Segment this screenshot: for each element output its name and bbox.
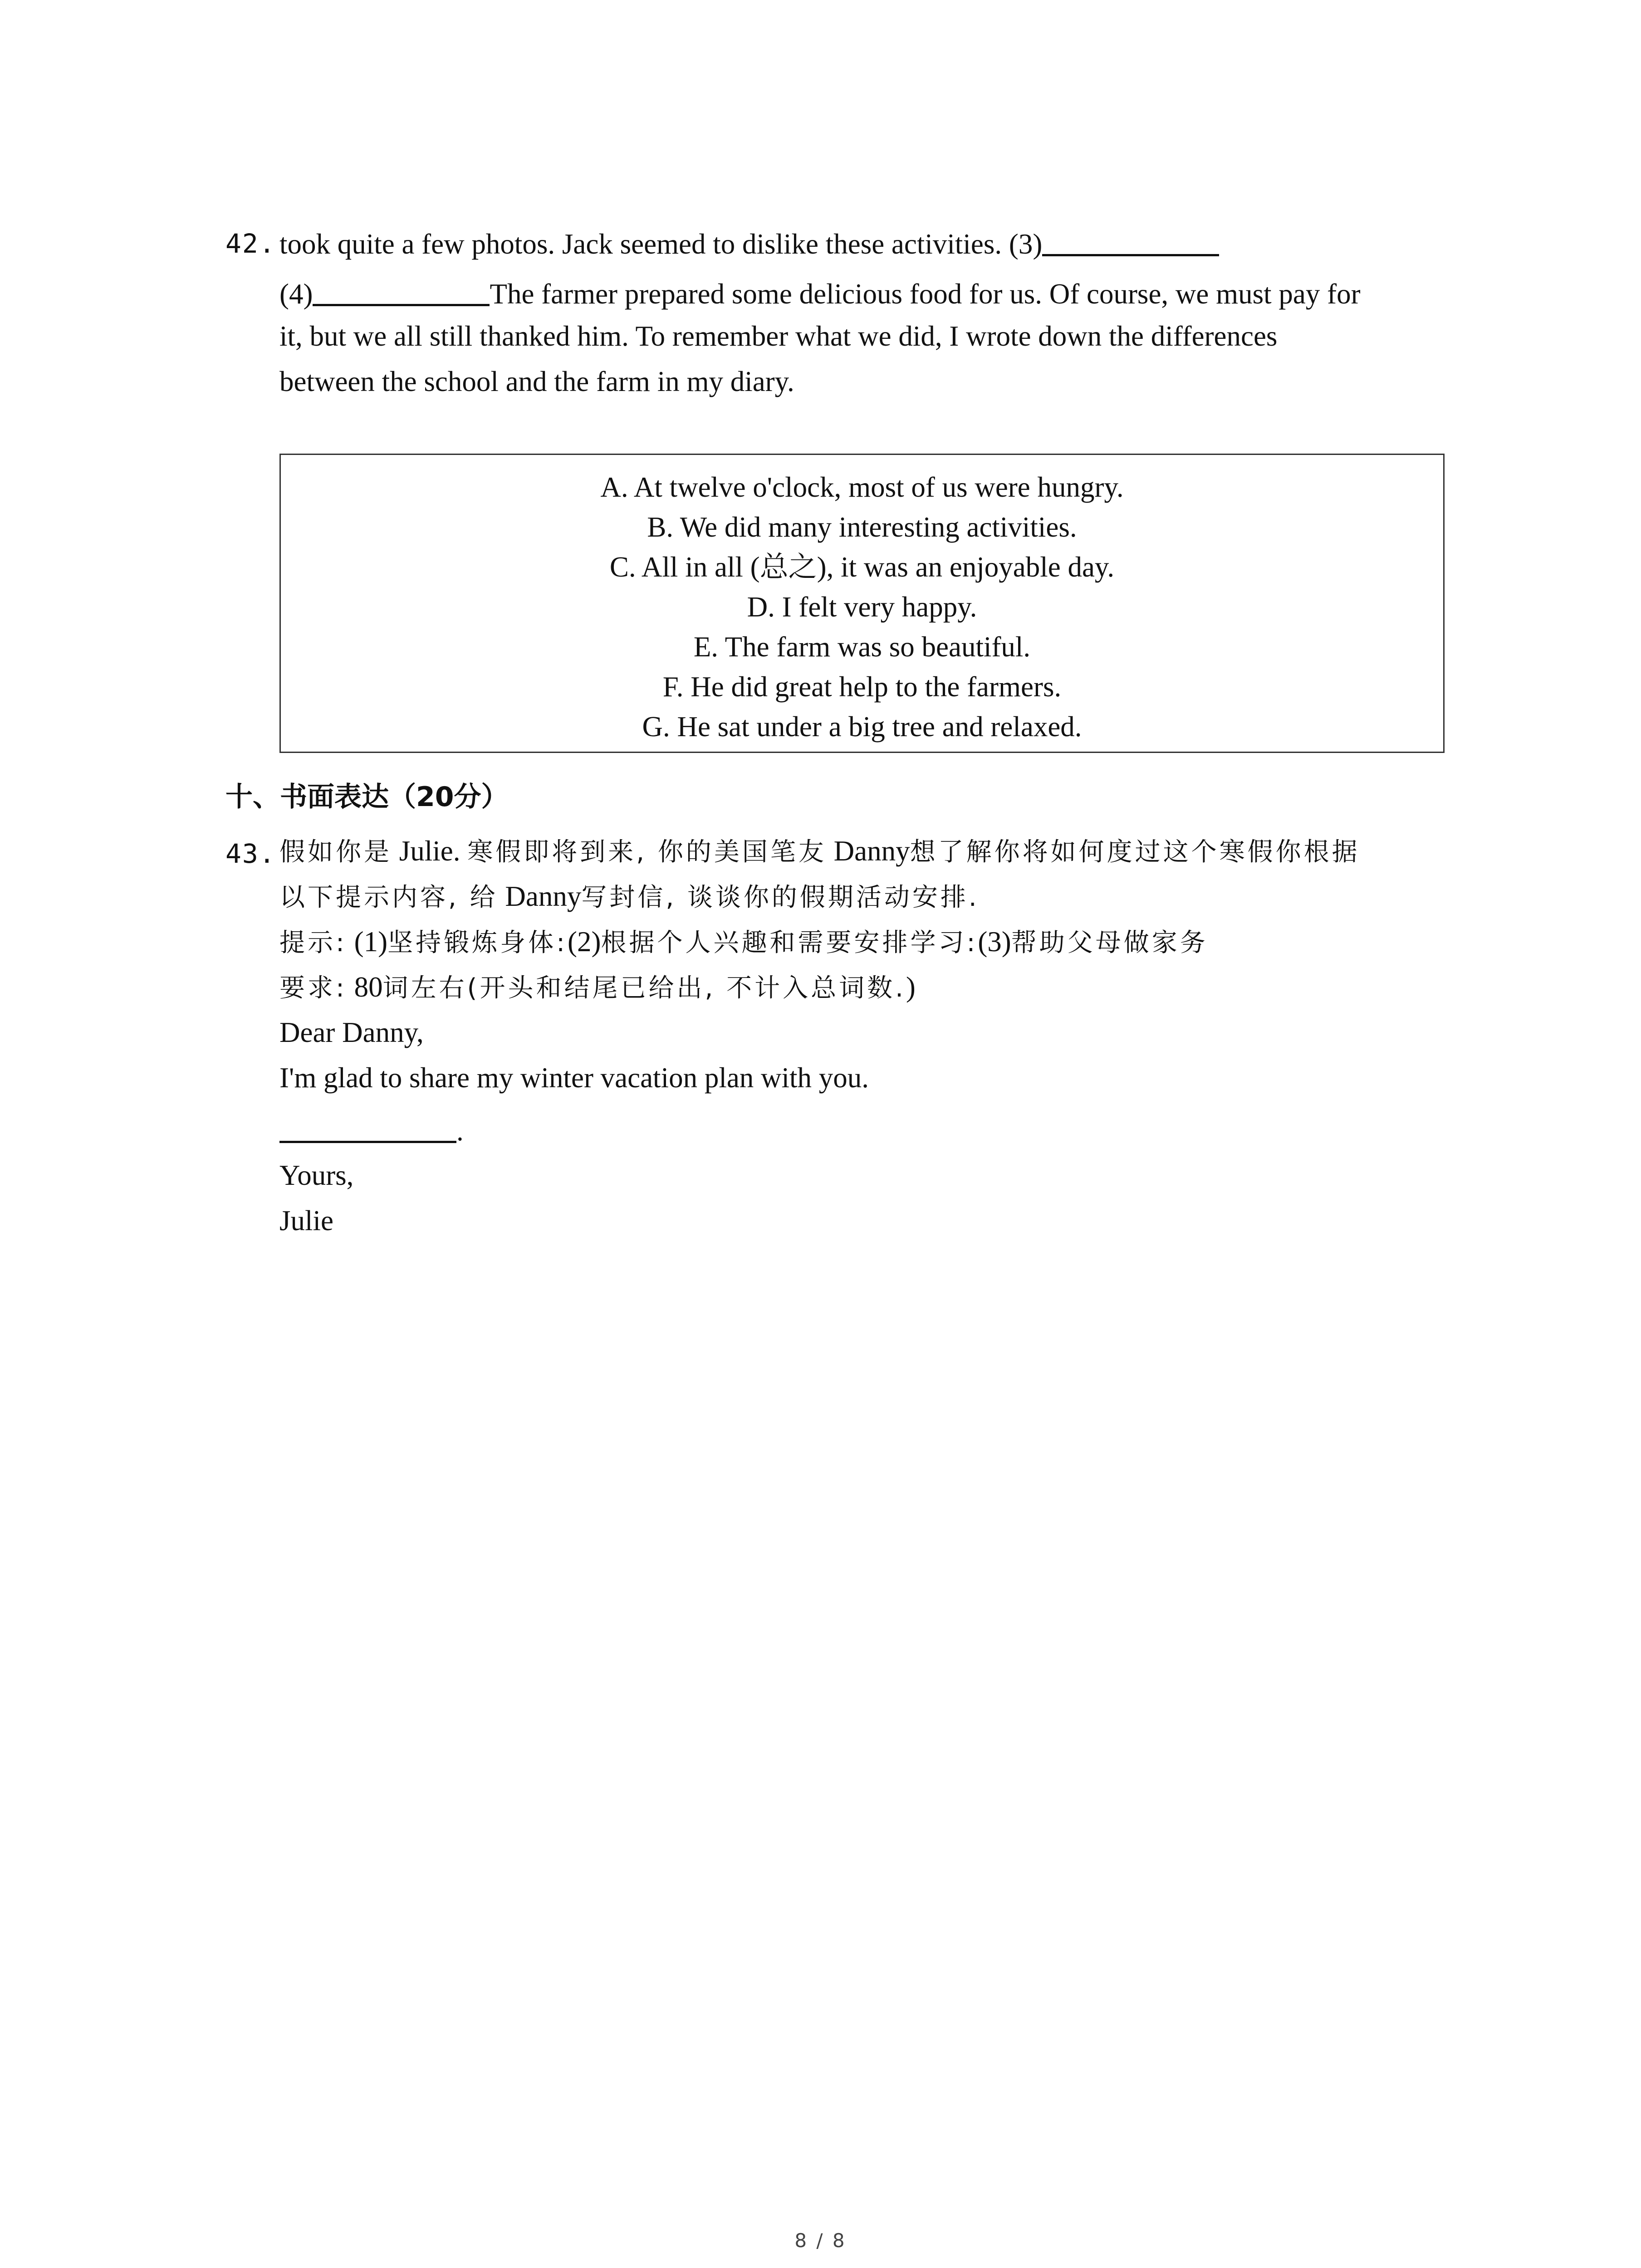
letter-opening: I'm glad to share my winter vacation plan with you. <box>279 1062 869 1094</box>
option-b: B. We did many interesting activities. <box>647 511 1077 543</box>
hint-1-number: (1) <box>354 926 388 958</box>
q43-prompt-1c: 寒假即将到来, 你的美国笔友 <box>467 837 827 867</box>
hint-label: 提示: <box>279 928 347 958</box>
q43-prompt-line-1 <box>279 837 1360 865</box>
option-g: G. He sat under a big tree and relaxed. <box>642 711 1082 743</box>
requirement-text-a: 词左右( <box>382 973 480 1003</box>
requirement-label: 要求: <box>279 973 347 1003</box>
options-box <box>279 454 1445 753</box>
question-number-42: 42. <box>225 228 276 259</box>
q43-prompt-2a: 以下提示内容, 给 <box>279 883 498 912</box>
hint-3-text: 帮助父母做家务 <box>1011 928 1208 958</box>
q43-requirements <box>279 973 916 1002</box>
letter-body-line <box>279 1114 464 1145</box>
q42-line-2-prefix: (4) <box>279 278 313 310</box>
q43-prompt-line-2 <box>279 882 980 911</box>
letter-closing: Yours, <box>279 1159 354 1191</box>
q43-prompt-2c: 写封信, 谈谈你的假期活动安排. <box>581 883 980 912</box>
q42-line-2 <box>279 277 1361 308</box>
requirement-word-count: 80 <box>354 971 383 1003</box>
q43-prompt-1d: Danny <box>833 835 910 867</box>
q42-line-1-text: took quite a few photos. Jack seemed to dislike these activities. (3) <box>279 228 1043 260</box>
question-number-43: 43. <box>225 838 276 869</box>
option-e: E. The farm was so beautiful. <box>693 631 1031 663</box>
requirement-text-b: 开头和结尾已给出, 不计入总词数. <box>480 973 906 1003</box>
q42-line-1 <box>279 227 1219 259</box>
page-number: 8 / 8 <box>794 2229 847 2252</box>
q42-line-3: it, but we all still thanked him. To remember what we did, I wrote down the differences <box>279 320 1278 352</box>
hint-1-text: 坚持锻炼身体: <box>387 928 568 958</box>
answer-blank-4[interactable] <box>313 277 490 306</box>
q43-prompt-2b: Danny <box>505 880 582 912</box>
letter-signature: Julie <box>279 1205 333 1237</box>
q43-prompt-1b: Julie. <box>399 835 460 867</box>
writing-blank[interactable] <box>279 1114 456 1143</box>
requirement-close-paren: ) <box>906 971 916 1003</box>
answer-blank-3[interactable] <box>1042 227 1219 256</box>
hint-3-number: (3) <box>978 926 1011 958</box>
q43-prompt-1a: 假如你是 <box>279 837 392 867</box>
q43-prompt-1e: 想了解你将如何度过这个寒假你根据 <box>910 837 1360 867</box>
q43-hints <box>279 928 1208 956</box>
section-heading: 十、书面表达（20分） <box>225 781 509 813</box>
option-c: C. All in all (总之), it was an enjoyable day. <box>609 551 1115 583</box>
q42-line-4: between the school and the farm in my diary. <box>279 366 794 397</box>
option-f: F. He did great help to the farmers. <box>662 671 1062 703</box>
q42-line-2-text: The farmer prepared some delicious food for us. Of course, we must pay for <box>490 278 1361 310</box>
option-a: A. At twelve o'clock, most of us were hungry. <box>600 471 1124 503</box>
hint-2-number: (2) <box>567 926 601 958</box>
hint-2-text: 根据个人兴趣和需要安排学习: <box>601 928 978 958</box>
writing-blank-period: . <box>456 1115 464 1147</box>
letter-salutation: Dear Danny, <box>279 1017 424 1048</box>
option-d: D. I felt very happy. <box>747 591 977 623</box>
